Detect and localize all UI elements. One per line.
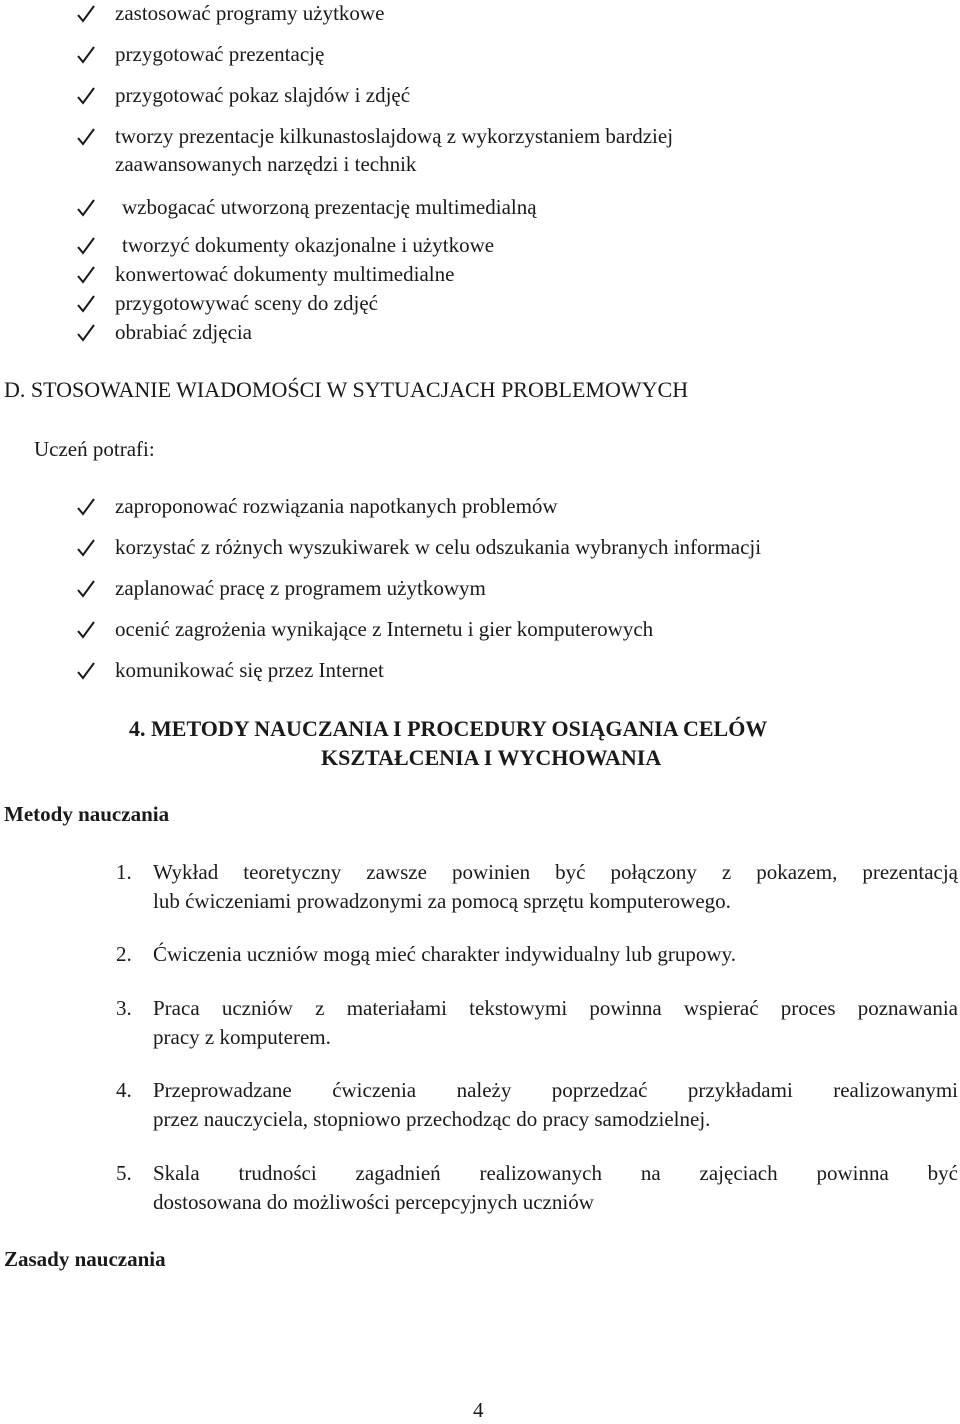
list-item: korzystać z różnych wyszukiwarek w celu odszukania wybranych informacji (115, 535, 762, 559)
list-item: zastosować programy użytkowe (115, 1, 385, 25)
checkmark-icon (76, 265, 96, 285)
checkmark-icon (76, 323, 96, 343)
list-item: konwertować dokumenty multimedialne (115, 262, 455, 286)
list-item-continuation: dostosowana do możliwości percepcyjnych uczniów (153, 1190, 594, 1214)
checkmark-icon (76, 236, 96, 256)
checkmark-icon (76, 127, 96, 147)
checkmark-icon (76, 579, 96, 599)
list-item-continuation: pracy z komputerem. (153, 1025, 331, 1049)
list-number: 5. (116, 1161, 132, 1185)
list-item: tworzyć dokumenty okazjonalne i użytkowe (122, 233, 495, 257)
list-item: Skala trudności zagadnień realizowanych na zajęciach powinna być (153, 1161, 958, 1185)
section-d-title: D. STOSOWANIE WIADOMOŚCI W SYTUACJACH PROBLEMOWYCH (4, 377, 689, 402)
checkmark-icon (76, 661, 96, 681)
list-item: Wykład teoretyczny zawsze powinien być połączony z pokazem, prezentacją (153, 860, 958, 884)
list-number: 4. (116, 1078, 132, 1102)
methods-label: Metody nauczania (4, 802, 170, 826)
section-4-title: 4. METODY NAUCZANIA I PROCEDURY OSIĄGANIA CELÓW (129, 716, 768, 741)
list-item-continuation: lub ćwiczeniami prowadzonymi za pomocą sprzętu komputerowego. (153, 889, 731, 913)
checkmark-icon (76, 497, 96, 517)
list-item: tworzy prezentacje kilkunastoslajdową z wykorzystaniem bardziej (115, 124, 674, 148)
list-item: obrabiać zdjęcia (115, 320, 252, 344)
list-number: 2. (116, 942, 132, 966)
list-item: przygotowywać sceny do zdjęć (115, 291, 378, 315)
list-number: 3. (116, 996, 132, 1020)
list-item: Przeprowadzane ćwiczenia należy poprzedzać przykładami realizowanymi (153, 1078, 958, 1102)
list-item-continuation: przez nauczyciela, stopniowo przechodząc do pracy samodzielnej. (153, 1107, 711, 1131)
list-item: Ćwiczenia uczniów mogą mieć charakter indywidualny lub grupowy. (153, 942, 736, 966)
list-item: komunikować się przez Internet (115, 658, 384, 682)
page-number: 4 (473, 1398, 484, 1422)
checkmark-icon (76, 86, 96, 106)
checkmark-icon (76, 45, 96, 65)
section-4-title-line2: KSZTAŁCENIA I WYCHOWANIA (321, 745, 662, 770)
list-item: przygotować pokaz slajdów i zdjęć (115, 83, 411, 107)
list-item: zaproponować rozwiązania napotkanych problemów (115, 494, 558, 518)
list-number: 1. (116, 860, 132, 884)
list-item: ocenić zagrożenia wynikające z Internetu i gier komputerowych (115, 617, 654, 641)
list-item-continuation: zaawansowanych narzędzi i technik (115, 152, 417, 176)
list-item: przygotować prezentację (115, 42, 325, 66)
checkmark-icon (76, 294, 96, 314)
section-d-intro: Uczeń potrafi: (34, 437, 155, 461)
checkmark-icon (76, 4, 96, 24)
list-item: zaplanować pracę z programem użytkowym (115, 576, 486, 600)
checkmark-icon (76, 198, 96, 218)
principles-label: Zasady nauczania (4, 1247, 166, 1271)
list-item: Praca uczniów z materiałami tekstowymi powinna wspierać proces poznawania (153, 996, 958, 1020)
checkmark-icon (76, 538, 96, 558)
checkmark-icon (76, 620, 96, 640)
list-item: wzbogacać utworzoną prezentację multimedialną (122, 195, 537, 219)
